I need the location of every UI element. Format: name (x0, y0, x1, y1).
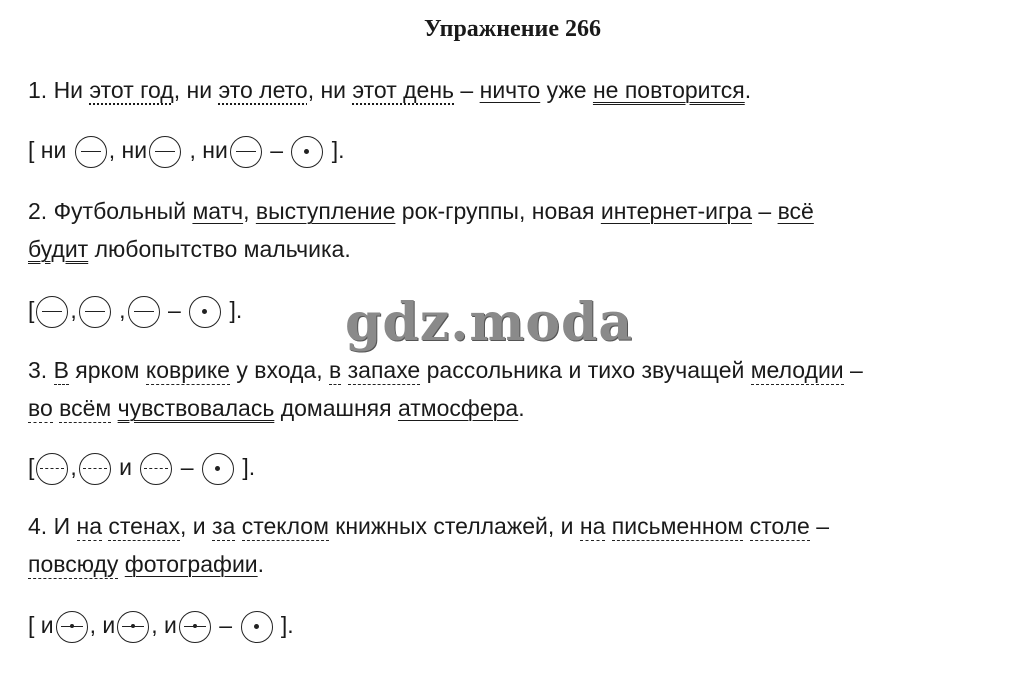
circle-solid-icon (149, 136, 181, 168)
text: ярком (68, 357, 146, 383)
circle-dot-icon (189, 296, 221, 328)
circle-dashdot-icon (117, 611, 149, 643)
text: 2. Футбольный (28, 198, 193, 224)
scheme-text: ]. (325, 137, 345, 163)
text: , ни (307, 77, 353, 103)
sentence-2-line-1 (28, 197, 814, 225)
scheme-3 (28, 447, 255, 487)
text: домашняя (274, 395, 398, 421)
circle-solid-icon (128, 296, 160, 328)
sentence-3-line-2 (28, 394, 525, 422)
sentence-1 (28, 76, 751, 104)
subject: всё (777, 198, 814, 224)
predicate: чувствовалась (117, 395, 275, 421)
sentence-4-line-2 (28, 550, 264, 578)
scheme-text: [ (28, 454, 35, 480)
sentence-2-line-2 (28, 235, 351, 263)
scheme-text: , (70, 454, 77, 480)
scheme-text: , (70, 297, 77, 323)
circumstance: запахе (347, 357, 421, 383)
text: уже (540, 77, 593, 103)
text: . (744, 77, 752, 103)
circle-solid-icon (79, 296, 111, 328)
scheme-text: [ ни (28, 137, 73, 163)
text: – (809, 513, 830, 539)
text (235, 513, 241, 539)
homogeneous-member: этот день (352, 77, 455, 103)
subject: интернет-игра (600, 198, 752, 224)
sentence-3-line-1 (28, 356, 863, 384)
text: . (518, 395, 525, 421)
circle-dot-icon (202, 453, 234, 485)
text: 3. (28, 357, 54, 383)
circle-solid-icon (230, 136, 262, 168)
scheme-text: ]. (274, 612, 294, 638)
circumstance: в (329, 357, 342, 383)
text (341, 357, 347, 383)
subject: атмосфера (397, 395, 519, 421)
text: 1. Ни (28, 77, 90, 103)
text: , и (179, 513, 212, 539)
subject: ничто (479, 77, 541, 103)
homogeneous-member: этот год (89, 77, 174, 103)
subject: матч (192, 198, 244, 224)
predicate: не повторится (592, 77, 745, 103)
exercise-title: Упражнение 266 (423, 16, 601, 42)
homogeneous-member: это лето (218, 77, 308, 103)
text: – (454, 77, 480, 103)
scheme-text: , (112, 297, 126, 323)
scheme-text: – (263, 137, 290, 163)
circumstance: В (53, 357, 69, 383)
scheme-text: [ (28, 297, 35, 323)
circle-solid-icon (36, 296, 68, 328)
scheme-text: – (161, 297, 188, 323)
text: у входа, (229, 357, 329, 383)
scheme-text: ]. (236, 454, 256, 480)
scheme-text: , ни (108, 137, 148, 163)
text: , ни (173, 77, 219, 103)
circumstance: во (28, 395, 53, 421)
scheme-text: , ни (183, 137, 228, 163)
scheme-text: ]. (223, 297, 243, 323)
circumstance: за (211, 513, 236, 539)
watermark-logo: gdz.moda (345, 292, 634, 353)
circumstance: мелодии (750, 357, 844, 383)
circumstance: коврике (145, 357, 230, 383)
scheme-1 (28, 130, 345, 170)
circle-dashed-icon (140, 453, 172, 485)
predicate: будит (28, 236, 89, 262)
text: – (843, 357, 863, 383)
scheme-text: [ и (28, 612, 54, 638)
circumstance: стеклом (241, 513, 329, 539)
subject: выступление (255, 198, 396, 224)
circle-dot-icon (241, 611, 273, 643)
circumstance: на (579, 513, 606, 539)
scheme-text: – (174, 454, 200, 480)
text: любопытство мальчика. (88, 236, 351, 262)
text (605, 513, 611, 539)
scheme-text: и (112, 454, 139, 480)
circumstance: на (76, 513, 102, 539)
circumstance: повсюду (28, 551, 119, 577)
scheme-2 (28, 290, 242, 330)
text: рок-группы, новая (395, 198, 601, 224)
scheme-text: – (212, 612, 239, 638)
text: рассольника и тихо звучащей (420, 357, 751, 383)
scheme-text: , и (151, 612, 177, 638)
circle-dot-icon (291, 136, 323, 168)
text: . (257, 551, 265, 577)
circle-dashdot-icon (56, 611, 88, 643)
circumstance: стенах (108, 513, 180, 539)
circle-dashdot-icon (179, 611, 211, 643)
circumstance: столе (749, 513, 810, 539)
scheme-4 (28, 605, 294, 645)
scheme-text: , и (89, 612, 116, 638)
text (743, 513, 749, 539)
circumstance: всём (59, 395, 112, 421)
circle-dashed-icon (79, 453, 111, 485)
text: книжных стеллажей, и (328, 513, 580, 539)
circle-dashed-icon (36, 453, 68, 485)
text: – (752, 198, 778, 224)
circle-solid-icon (75, 136, 107, 168)
text: 4. И (28, 513, 77, 539)
circumstance: письменном (611, 513, 744, 539)
text: , (243, 198, 256, 224)
sentence-4-line-1 (28, 512, 829, 540)
subject: фотографии (124, 551, 258, 577)
